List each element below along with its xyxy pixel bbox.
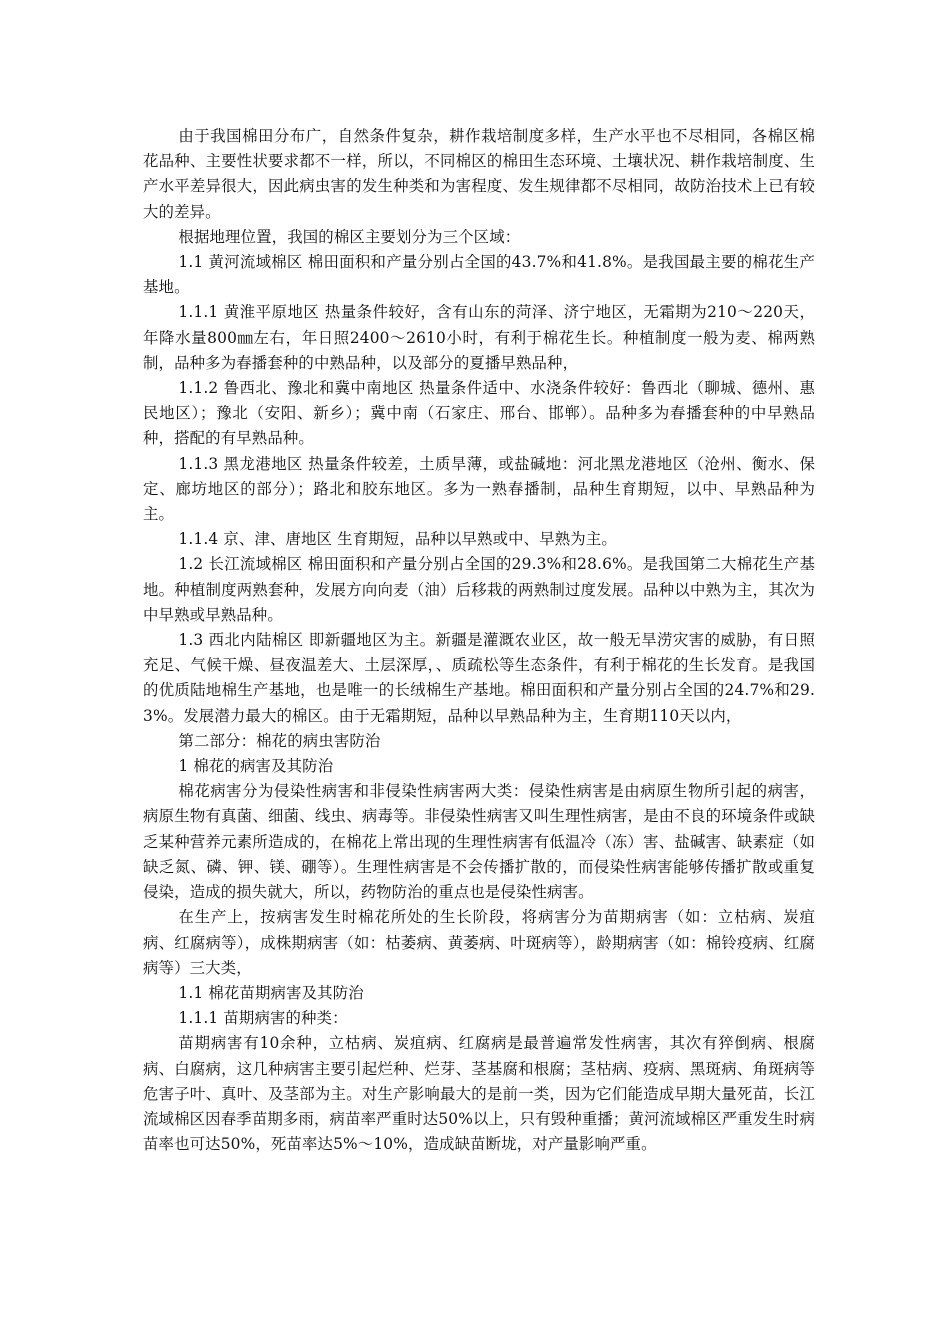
section-heading: 1.3 西北内陆棉区 即新疆地区为主。新疆是灌溉农业区，故一般无旱涝灾害的威胁，有日照充足、气候干燥、昼夜温差大、土层深厚，、质疏松等生态条件，有利于棉花的生长发育。是我国的优质陆地棉生产基地，也是唯一的长绒棉生产基地。棉田面积和产量分别占全国的24.7%和29.3%。发展潜力最大的棉区。由于无霜期短，品种以早熟品种为主，生育期110天以内， [143,631,815,725]
subsection-paragraph: 1.1.2 鲁西北、豫北和冀中南地区 热量条件适中、水浇条件较好：鲁西北（聊城、德州、惠民地区）；豫北（安阳、新乡）；冀中南（石家庄、邢台、邯郸）。品种多为春播套种的中早熟品种，搭配的有早熟品种。 [143,379,815,448]
section-heading: 1.2 长江流域棉区 棉田面积和产量分别占全国的29.3%和28.6%。是我国第二大棉花生产基地。种植制度两熟套种，发展方向向麦（油）后移栽的两熟制过度发展。品种以中熟为主，其次为中早熟或早熟品种。 [143,555,815,624]
subsection-heading: 1.1.1 苗期病害的种类： [178,1009,348,1028]
part-heading: 第二部分：棉花的病虫害防治 [178,731,381,750]
subsection-paragraph: 1.1.3 黑龙港地区 热量条件较差，土质旱薄，或盐碱地：河北黑龙港地区（沧州、衡水、保定、廊坊地区的部分）；路北和胶东地区。多为一熟春播制，品种生育期短，以中、早熟品种为主。 [143,454,815,524]
paragraph: 由于我国棉田分布广，自然条件复杂，耕作栽培制度多样，生产水平也不尽相同，各棉区棉花品种、主要性状要求都不一样，所以，不同棉区的棉田生态环境、土壤状况、耕作栽培制度、生产水平差异很大，因此病虫害的发生种类和为害程度、发生规律都不尽相同，故防治技术上已有较大的差异。 [143,127,815,221]
paragraph: 在生产上，按病害发生时棉花所处的生长阶段，将病害分为苗期病害（如：立枯病、炭疽病、红腐病等），成株期病害（如：枯萎病、黄萎病、叶斑病等），龄期病害（如：棉铃疫病、红腐病等）三大类， [143,908,815,977]
subsection-paragraph: 1.1.1 黄淮平原地区 热量条件较好，含有山东的菏泽、济宁地区，无霜期为210～220天，年降水量800㎜左右，年日照2400～2610小时，有利于棉花生长。种植制度一般为麦、棉两熟制，品种多为春播套种的中熟品种，以及部分的夏播早熟品种， [143,303,815,372]
section-heading: 1.1 黄河流域棉区 棉田面积和产量分别占全国的43.7%和41.8%。是我国最主要的棉花生产基地。 [143,253,815,297]
chapter-heading: 1 棉花的病害及其防治 [178,757,334,776]
section-heading: 1.1 棉花苗期病害及其防治 [178,983,364,1002]
document-body [143,124,815,1157]
subsection-paragraph: 1.1.4 京、津、唐地区 生育期短，品种以早熟或中、早熟为主。 [178,530,617,549]
paragraph: 苗期病害有10余种，立枯病、炭疽病、红腐病是最普遍常发性病害，其次有猝倒病、根腐病、白腐病，这几种病害主要引起烂种、烂芽、茎基腐和根腐；茎枯病、疫病、黑斑病、角斑病等危害子叶、真叶、及茎部为主。对生产影响最大的是前一类，因为它们能造成早期大量死苗，长江流域棉区因春季苗期多雨，病苗率严重时达50%以上，只有毁种重播；黄河流域棉区严重发生时病苗率也可达50%，死苗率达5%～10%，造成缺苗断垅，对产量影响严重。 [143,1034,815,1154]
paragraph: 根据地理位置，我国的棉区主要划分为三个区域： [178,227,521,246]
paragraph: 棉花病害分为侵染性病害和非侵染性病害两大类：侵染性病害是由病原生物所引起的病害，病原生物有真菌、细菌、线虫、病毒等。非侵染性病害又叫生理性病害，是由不良的环境条件或缺乏某种营养元素所造成的，在棉花上常出现的生理性病害有低温冷（冻）害、盐碱害、缺素症（如缺乏氮、磷、钾、镁、硼等）。生理性病害是不会传播扩散的，而侵染性病害能够传播扩散或重复侵染，造成的损失就大，所以，药物防治的重点也是侵染性病害。 [143,782,815,902]
